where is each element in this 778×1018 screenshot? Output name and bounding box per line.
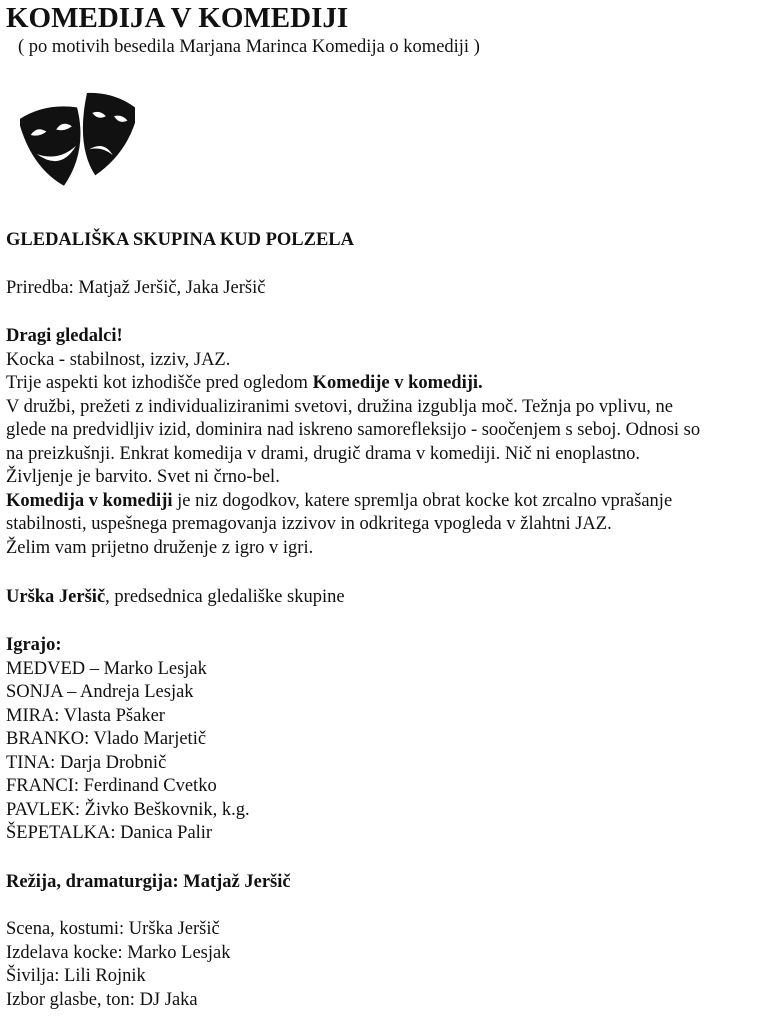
page-title: KOMEDIJA V KOMEDIJI	[6, 2, 349, 34]
crew-member: Šivilja: Lili Rojnik	[6, 966, 146, 986]
cast-member: FRANCI: Ferdinand Cvetko	[6, 776, 217, 796]
crew-section	[6, 918, 230, 1012]
crew-member: Scena, kostumi: Urška Jeršič	[6, 919, 220, 939]
cast-member: PAVLEK: Živko Beškovnik, k.g.	[6, 799, 250, 820]
cast-member: SONJA – Andreja Lesjak	[6, 682, 194, 702]
letter-line: Življenje je barvito. Svet ni črno-bel.	[6, 467, 280, 487]
letter-line: V družbi, prežeti z individualiziranimi svetovi, družina izgublja moč. Težnja po vplivu, ne	[6, 396, 673, 417]
signature	[6, 586, 345, 610]
signature-name: Urška Jeršič	[6, 587, 106, 607]
letter-text: je niz dogodkov, katere spremlja obrat kocke kot zrcalno vprašanje	[172, 490, 673, 511]
direction-credit: Režija, dramaturgija: Matjaž Jeršič	[6, 872, 291, 892]
letter-line: stabilnosti, uspešnega premagovanja izzivov in odkritega vpogleda v žlahtni JAZ.	[6, 514, 612, 534]
signature-role: , predsednica gledališke skupine	[105, 587, 345, 607]
crew-member: Izbor glasbe, ton: DJ Jaka	[6, 989, 198, 1010]
cast-member: MIRA: Vlasta Pšaker	[6, 705, 165, 726]
letter-line	[6, 490, 700, 514]
letter-line	[6, 372, 700, 396]
adaptation-credit: Priredba: Matjaž Jeršič, Jaka Jeršič	[6, 278, 266, 298]
document	[6, 0, 774, 58]
cast-member: TINA: Darja Drobnič	[6, 752, 167, 773]
letter-line: Kocka - stabilnost, izziv, JAZ.	[6, 349, 231, 370]
letter	[6, 325, 700, 560]
letter-line: Želim vam prijetno druženje z igro v igri.	[6, 537, 314, 558]
letter-greeting: Dragi gledalci!	[6, 326, 123, 346]
cast-member: BRANKO: Vlado Marjetič	[6, 729, 207, 749]
crew-member: Izdelava kocke: Marko Lesjak	[6, 942, 231, 963]
cast-section	[6, 634, 250, 846]
page-subtitle: ( po motivih besedila Marjana Marinca Komedija o komediji )	[18, 37, 480, 57]
letter-line: glede na predvidljiv izid, dominira nad iskreno samorefleksijo - soočenjem s seboj. Odnosi so	[6, 420, 701, 440]
theatre-masks-icon	[20, 92, 135, 194]
letter-text: Trije aspekti kot izhodišče pred ogledom	[6, 373, 313, 393]
letter-emphasis: Komedije v komediji.	[312, 373, 483, 393]
cast-member: ŠEPETALKA: Danica Palir	[6, 823, 213, 843]
cast-heading: Igrajo:	[6, 635, 62, 655]
letter-emphasis: Komedija v komediji	[6, 490, 173, 511]
letter-line: na preizkušnji. Enkrat komedija v drami, drugič drama v komediji. Nič ni enoplastno.	[6, 443, 640, 464]
group-heading: GLEDALIŠKA SKUPINA KUD POLZELA	[6, 230, 354, 250]
cast-member: MEDVED – Marko Lesjak	[6, 658, 207, 679]
